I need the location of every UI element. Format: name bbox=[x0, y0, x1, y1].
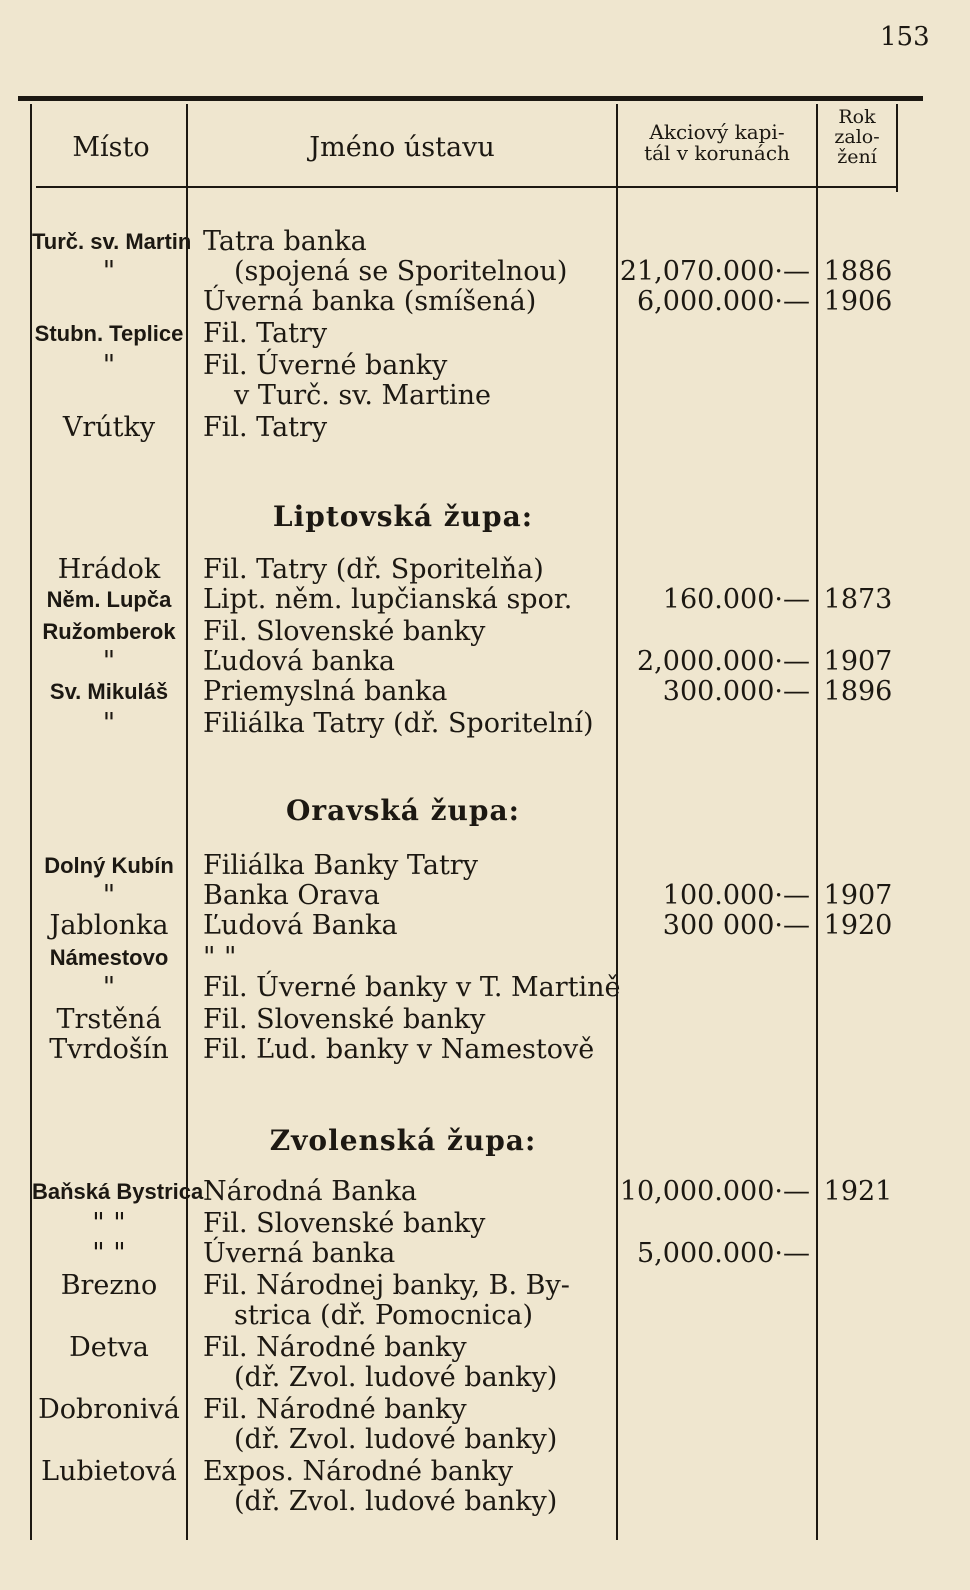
table-row bbox=[0, 910, 970, 941]
table-row bbox=[0, 256, 970, 287]
row-place: Stubn. Teplice bbox=[34, 321, 184, 346]
page-number: 153 bbox=[880, 22, 930, 52]
row-place: Dobronivá bbox=[38, 1394, 180, 1425]
row-place: Něm. Lupča bbox=[46, 587, 172, 612]
row-institution-name: Fil. Slovenské banky bbox=[203, 1208, 486, 1239]
row-institution-name: Úverná banka (smíšená) bbox=[203, 286, 537, 317]
row-capital: 5,000.000·— bbox=[637, 1238, 810, 1269]
table-row bbox=[0, 226, 970, 257]
table-row bbox=[0, 850, 970, 881]
row-year: 1873 bbox=[823, 584, 893, 615]
row-institution-name: Národná Banka bbox=[203, 1176, 418, 1207]
row-institution-name: Fil. Úverné banky bbox=[203, 350, 448, 381]
row-institution-name: Fil. Slovenské banky bbox=[203, 1004, 486, 1035]
row-place: " " bbox=[92, 1238, 126, 1269]
section-orava: Oravská župa: bbox=[286, 794, 520, 827]
row-year: 1886 bbox=[823, 256, 893, 287]
table-row bbox=[0, 380, 970, 411]
row-place: Trstěná bbox=[56, 1004, 162, 1035]
row-capital: 100.000·— bbox=[662, 880, 810, 911]
header-year bbox=[818, 108, 896, 168]
row-institution-name: Fil. Národné banky bbox=[203, 1394, 467, 1425]
table-row bbox=[0, 880, 970, 911]
row-place: Námestovo bbox=[49, 945, 169, 970]
table-row bbox=[0, 554, 970, 585]
table-row bbox=[0, 972, 970, 1003]
row-institution-name: Ľudová banka bbox=[203, 646, 396, 677]
row-capital: 6,000.000·— bbox=[637, 286, 810, 317]
header-rule bbox=[36, 186, 898, 188]
row-place: Detva bbox=[69, 1332, 149, 1363]
row-place: " " bbox=[92, 1208, 126, 1239]
row-place: " bbox=[102, 646, 116, 677]
header-year-line1: Rok bbox=[838, 106, 876, 128]
row-place: Dolný Kubín bbox=[44, 853, 174, 878]
table-row bbox=[0, 616, 970, 647]
row-institution-name: Fil. Slovenské banky bbox=[203, 616, 486, 647]
row-institution-name: Fil. Tatry (dř. Sporitelňa) bbox=[203, 554, 544, 585]
table-row bbox=[0, 1034, 970, 1065]
row-year: 1896 bbox=[823, 676, 893, 707]
header-name bbox=[188, 134, 616, 162]
table-row bbox=[0, 1004, 970, 1035]
row-capital: 160.000·— bbox=[662, 584, 810, 615]
row-institution-name: " " bbox=[203, 942, 237, 973]
section-liptov: Liptovská župa: bbox=[272, 500, 534, 533]
row-institution-name: Lipt. něm. lupčianská spor. bbox=[203, 584, 573, 615]
row-institution-name: Fil. Úverné banky v T. Martině bbox=[203, 972, 621, 1003]
table-row bbox=[0, 1176, 970, 1207]
table-row bbox=[0, 1208, 970, 1239]
row-place: " bbox=[102, 708, 116, 739]
row-place: Baňská Bystrica bbox=[32, 1179, 204, 1204]
table-row bbox=[0, 1486, 970, 1517]
row-institution-name: Banka Orava bbox=[203, 880, 380, 911]
header-capital-line1: Akciový kapi- bbox=[649, 120, 785, 144]
table-row bbox=[0, 1424, 970, 1455]
header-name-label: Jméno ústavu bbox=[309, 132, 495, 163]
top-rule bbox=[18, 96, 923, 101]
row-capital: 300.000·— bbox=[662, 676, 810, 707]
row-place: Ružomberok bbox=[42, 619, 176, 644]
table-row bbox=[0, 676, 970, 707]
table-row bbox=[0, 1238, 970, 1269]
row-year: 1906 bbox=[823, 286, 893, 317]
row-institution-name: (dř. Zvol. ludové banky) bbox=[234, 1424, 558, 1455]
header-capital bbox=[618, 122, 816, 164]
row-place: Jablonka bbox=[49, 910, 169, 941]
row-place: Turč. sv. Martin bbox=[32, 229, 192, 254]
row-place: Tvrdošín bbox=[49, 1034, 169, 1065]
row-capital: 2,000.000·— bbox=[637, 646, 810, 677]
row-institution-name: Fil. Národné banky bbox=[203, 1332, 467, 1363]
row-institution-name: Filiálka Tatry (dř. Sporitelní) bbox=[203, 708, 594, 739]
table-row bbox=[0, 1456, 970, 1487]
table-row bbox=[0, 1332, 970, 1363]
row-institution-name: strica (dř. Pomocnica) bbox=[234, 1300, 534, 1331]
row-institution-name: Fil. Tatry bbox=[203, 318, 328, 349]
table-row bbox=[0, 412, 970, 443]
header-place bbox=[36, 134, 186, 162]
section-zvolen: Zvolenská župa: bbox=[269, 1124, 537, 1157]
row-place: Hrádok bbox=[57, 554, 161, 585]
row-institution-name: Fil. Tatry bbox=[203, 412, 328, 443]
table-row bbox=[0, 1270, 970, 1301]
table-row bbox=[0, 942, 970, 973]
table-row bbox=[0, 646, 970, 677]
row-year: 1921 bbox=[823, 1176, 893, 1207]
table-row bbox=[0, 584, 970, 615]
row-capital: 10,000.000·— bbox=[619, 1176, 810, 1207]
row-institution-name: Ľudová Banka bbox=[203, 910, 398, 941]
table-row bbox=[0, 286, 970, 317]
header-capital-line2: tál v korunách bbox=[644, 141, 790, 165]
table-row bbox=[0, 708, 970, 739]
row-place: " bbox=[102, 972, 116, 1003]
row-institution-name: Priemyslná banka bbox=[203, 676, 448, 707]
table-row bbox=[0, 1362, 970, 1393]
row-capital: 21,070.000·— bbox=[619, 256, 810, 287]
table-row bbox=[0, 318, 970, 349]
row-place: " bbox=[102, 350, 116, 381]
row-place: Sv. Mikuláš bbox=[49, 679, 169, 704]
row-institution-name: Filiálka Banky Tatry bbox=[203, 850, 478, 881]
row-year: 1920 bbox=[823, 910, 893, 941]
row-place: " bbox=[102, 256, 116, 287]
row-place: Vrútky bbox=[62, 412, 156, 443]
row-institution-name: (dř. Zvol. ludové banky) bbox=[234, 1362, 558, 1393]
row-institution-name: (dř. Zvol. ludové banky) bbox=[234, 1486, 558, 1517]
row-institution-name: Tatra banka bbox=[203, 226, 367, 257]
table-row bbox=[0, 1300, 970, 1331]
header-place-label: Místo bbox=[72, 132, 150, 163]
row-institution-name: (spojená se Sporitelnou) bbox=[234, 256, 568, 287]
row-institution-name: Fil. Národnej banky, B. By- bbox=[203, 1270, 570, 1301]
row-institution-name: Fil. Ľud. banky v Namestově bbox=[203, 1034, 595, 1065]
column-line-right bbox=[896, 104, 898, 192]
header-year-line3: žení bbox=[837, 145, 877, 168]
header-year-line2: zalo- bbox=[834, 125, 880, 148]
table-row bbox=[0, 350, 970, 381]
row-capital: 300 000·— bbox=[662, 910, 810, 941]
table-row bbox=[0, 1394, 970, 1425]
row-place: Lubietová bbox=[41, 1456, 177, 1487]
row-institution-name: Úverná banka bbox=[203, 1238, 396, 1269]
row-place: " bbox=[102, 880, 116, 911]
row-place: Brezno bbox=[60, 1270, 158, 1301]
row-year: 1907 bbox=[823, 880, 893, 911]
row-institution-name: v Turč. sv. Martine bbox=[234, 380, 492, 411]
row-institution-name: Expos. Národné banky bbox=[203, 1456, 513, 1487]
row-year: 1907 bbox=[823, 646, 893, 677]
